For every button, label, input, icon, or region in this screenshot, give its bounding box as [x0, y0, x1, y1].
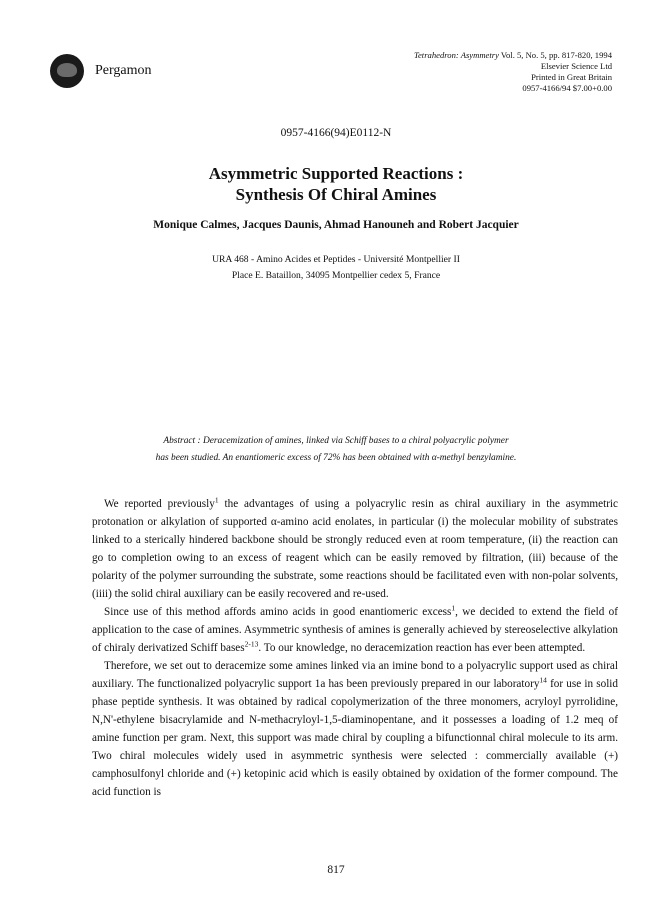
affiliation-line-2: Place E. Bataillon, 34095 Montpellier cedex 5, France — [231, 270, 441, 281]
publisher-name: Pergamon — [95, 63, 152, 78]
journal-name: Tetrahedron: Asymmetry — [414, 50, 499, 60]
doi-code: 0957-4166(94)E0112-N — [280, 127, 392, 139]
paragraph-3: Therefore, we set out to deracemize some amines linked via an imine bond to a polyacrylic support used as chiral auxiliary. The functionalized polyacrylic support 1a has been previously prepared in our laboratory$^{14}$ for use in solid phase peptide synthesis. It was obtained by radical copolymerization of the three monomers, acryloyl pyrrolidine, N,N'-ethylene bisacrylamide and N-methacryloyl-1,5-diaminopentane, and it possesses a loading of 1.2 meq of amine function per gram. Next, this support was made chiral by coupling a bifunctionnal chiral molecule to its arm. Two chiral molecules widely used in asymmetric synthesis were selected : commercially available (+) camphosulfonyl chloride and (+) ketopinic acid which is easily obtained by oxidation of the former compound. The acid function is — [92, 660, 618, 798]
pergamon-logo-icon — [50, 54, 84, 88]
journal-citation: Vol. 5, No. 5, pp. 817-820, 1994 — [500, 50, 612, 60]
affiliation-line-1: URA 468 - Amino Acides et Peptides - Université Montpellier II — [212, 254, 460, 265]
journal-info — [414, 50, 612, 94]
page-number: 817 — [327, 864, 345, 876]
paper-title — [0, 163, 672, 205]
title-line-1: Asymmetric Supported Reactions : — [208, 164, 464, 183]
author-list: Monique Calmes, Jacques Daunis, Ahmad Hanouneh and Robert Jacquier — [153, 219, 519, 231]
paragraph-1: We reported previously$^1$ the advantages of using a polyacrylic resin as chiral auxiliary in the asymmetric protonation or alkylation of supported α-amino acid enolates, in particular (i) the molecular mobility of substrates linked to a sterically hindered backbone should be strongly reduced even at room temperature, (ii) the reaction can go to completion owing to an excess of reagent which can be easily removed by filtration, (iii) because of the polarity of the polymer surrounding the substrate, some reactions should be facilitated even with non-polar solvents, (iiii) the solid chiral auxiliary can be easily recovered and re-used. — [92, 495, 618, 600]
abstract-line-2: has been studied. An enantiomeric excess of 72% has been obtained with α-methyl benzylamine. — [155, 453, 517, 463]
citation-ref: 14 — [539, 675, 547, 685]
citation-ref: 2-13 — [244, 639, 259, 649]
title-line-2: Synthesis Of Chiral Amines — [235, 185, 437, 204]
citation-ref: 1 — [451, 603, 456, 613]
body-text — [92, 495, 618, 801]
paragraph-2: Since use of this method affords amino acids in good enantiomeric excess$^1$, we decided to extend the field of application to the case of amines. Asymmetric synthesis of amines is generally achieved by stereoselective alkylation of chiraly derivatized Schiff bases$^{2-13}$. To our knowledge, no deracemization reaction has ever been attempted. — [92, 603, 618, 654]
abstract-line-1: Abstract : Deracemization of amines, linked via Schiff bases to a chiral polyacrylic polymer — [163, 436, 509, 446]
copyright-line: Elsevier Science Ltd — [540, 61, 612, 71]
abstract — [0, 433, 672, 467]
issn-price-line: 0957-4166/94 $7.00+0.00 — [522, 83, 612, 93]
printed-line: Printed in Great Britain — [531, 72, 612, 82]
affiliation — [0, 252, 672, 284]
journal-citation-line — [414, 50, 612, 61]
citation-ref: 1 — [214, 495, 219, 505]
